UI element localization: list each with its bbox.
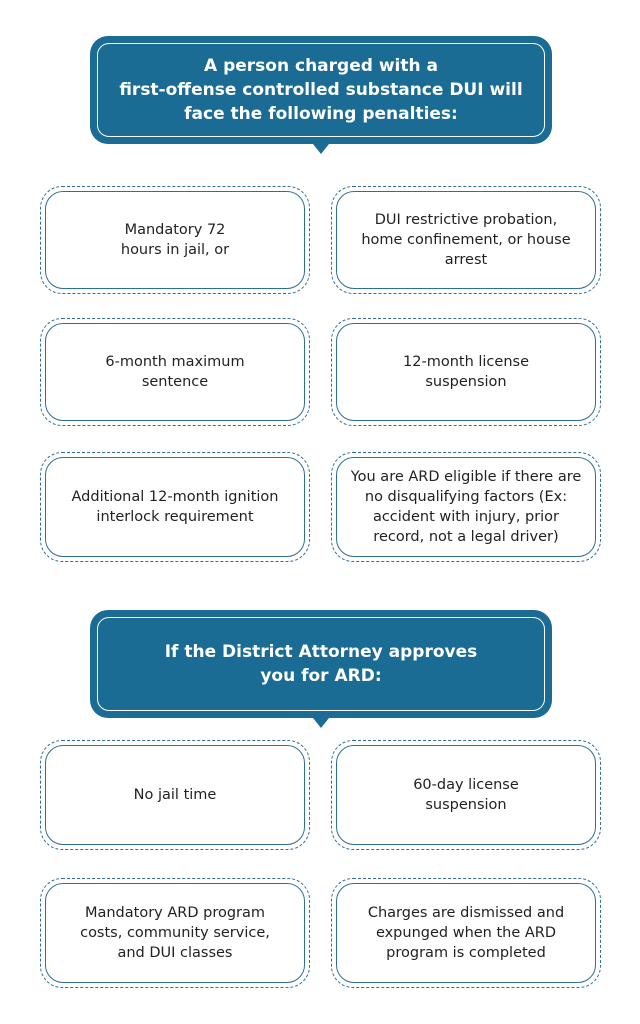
card-mandatory-jail — [40, 186, 310, 294]
section1-header-inner — [97, 43, 545, 137]
card-no-jail-time-text: No jail time — [133, 787, 217, 803]
card-license-suspension-60 — [331, 740, 601, 850]
card-charges-dismissed-text: Charges are dismissed and expunged when the ARD program is completed — [367, 905, 565, 961]
card-ard-program-costs-text: Mandatory ARD program costs, community service, and DUI classes — [80, 905, 270, 961]
section2-header-pointer — [313, 718, 329, 728]
section2-header-box — [90, 610, 552, 718]
card-ignition-interlock-text: Additional 12-month ignition interlock requirement — [71, 489, 279, 525]
card-restrictive-probation-text: DUI restrictive probation, home confinement, or house arrest — [361, 212, 571, 268]
card-restrictive-probation — [331, 186, 601, 294]
section2-header-text: If the District Attorney approves you for ARD: — [164, 642, 478, 686]
card-maximum-sentence-text: 6-month maximum sentence — [105, 354, 245, 390]
card-license-suspension-12-text: 12-month license suspension — [403, 354, 529, 390]
card-mandatory-jail-text: Mandatory 72 hours in jail, or — [120, 222, 230, 258]
card-license-suspension-60-text: 60-day license suspension — [413, 777, 519, 813]
card-no-jail-time — [40, 740, 310, 850]
section2-header-inner — [97, 617, 545, 711]
card-maximum-sentence — [40, 318, 310, 426]
card-ard-program-costs — [40, 878, 310, 988]
card-charges-dismissed — [331, 878, 601, 988]
card-license-suspension-12 — [331, 318, 601, 426]
section1-header-pointer — [313, 144, 329, 154]
section1-header-text: A person charged with a first-offense controlled substance DUI will face the following penalties: — [119, 56, 523, 124]
card-ard-eligible-text: You are ARD eligible if there are no disqualifying factors (Ex: accident with injury, prior record, not a legal driver) — [350, 469, 582, 545]
card-ignition-interlock — [40, 452, 310, 562]
card-ard-eligible — [331, 452, 601, 562]
section1-header-box — [90, 36, 552, 144]
